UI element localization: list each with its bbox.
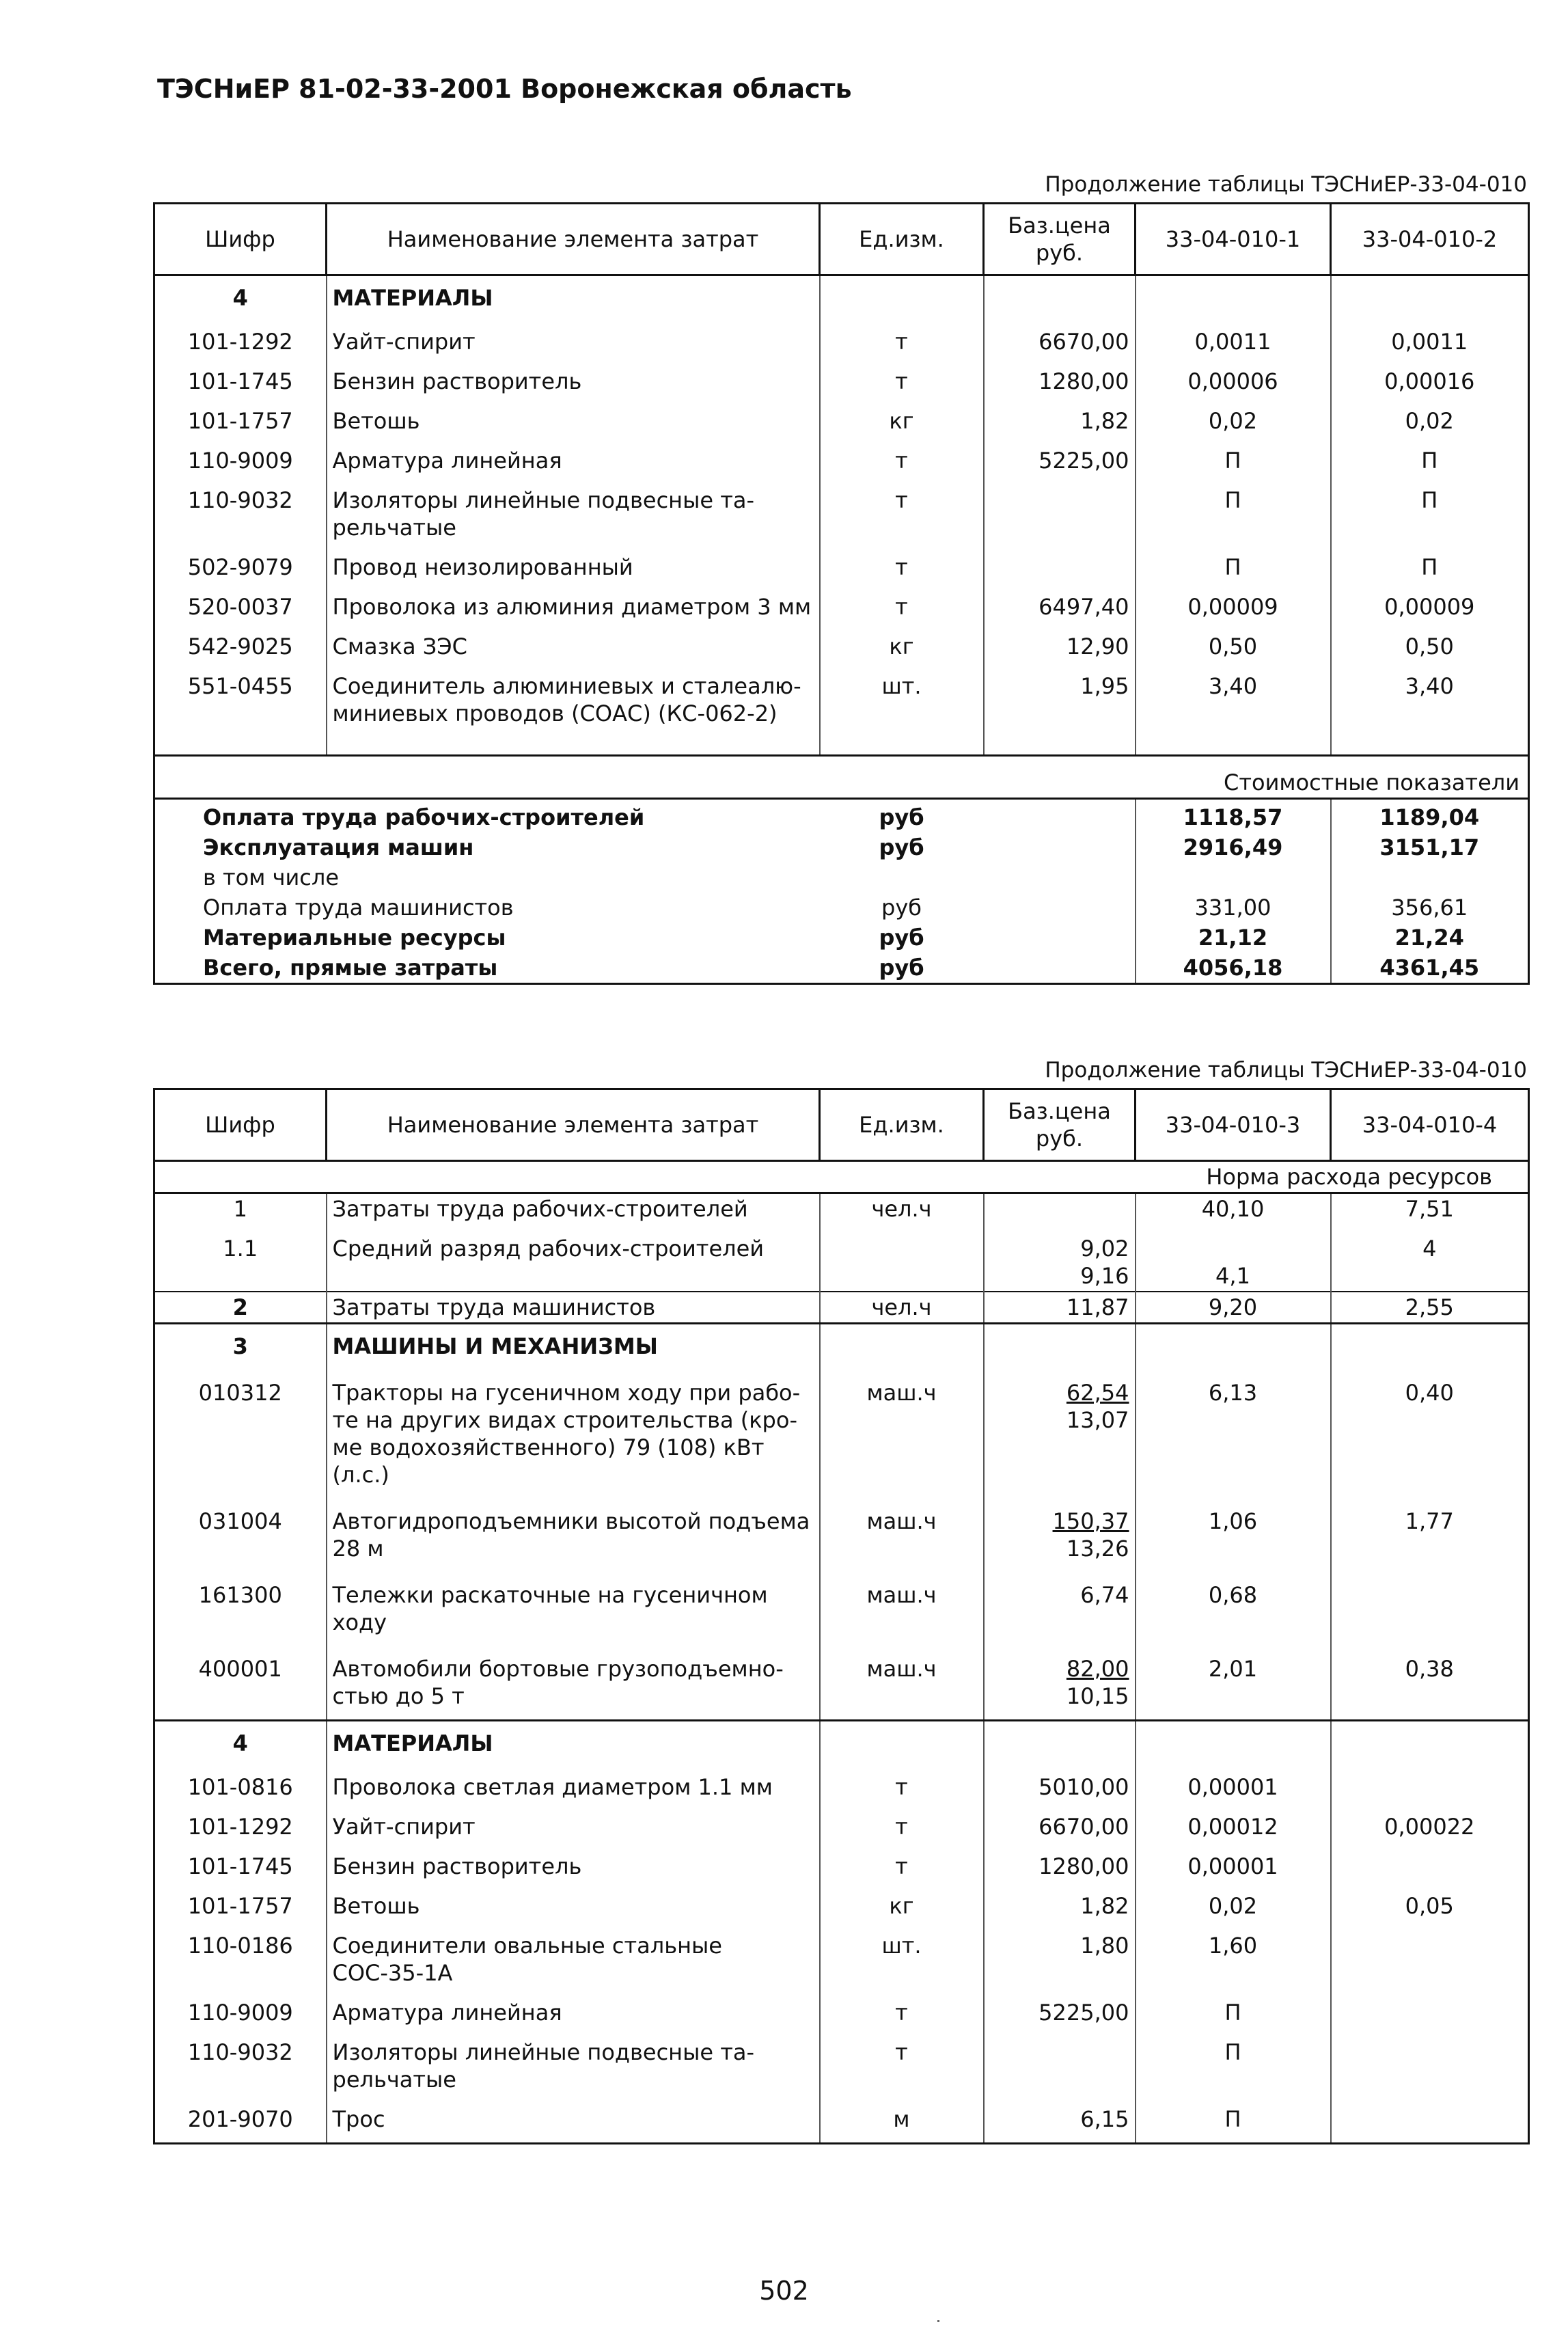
machine-row	[154, 1572, 1529, 1646]
summary-value-2: 3151,17	[1379, 834, 1480, 860]
col-010-1: 33-04-010-1	[1136, 204, 1331, 275]
summary-value-1: 1118,57	[1136, 799, 1331, 833]
row-unit: кг	[820, 1885, 984, 1925]
table-row	[154, 480, 1529, 547]
row-price: 1,82	[984, 400, 1136, 440]
section-row	[154, 1721, 1529, 1767]
summary-label: Эксплуатация машин	[203, 834, 474, 860]
summary-empty	[984, 832, 1136, 862]
row-unit: т	[820, 586, 984, 626]
summary-empty	[984, 799, 1136, 833]
summary-label: Материальные ресурсы	[203, 925, 506, 951]
row-code: 101-1757	[154, 1885, 327, 1925]
empty-cell	[984, 1721, 1136, 1767]
row-value-1: 0,00012	[1136, 1806, 1331, 1846]
cost-band	[154, 756, 1529, 799]
row-value-1: 0,0011	[1136, 321, 1331, 361]
summary-empty	[984, 953, 1136, 984]
row-value-2: П	[1421, 487, 1438, 513]
row-unit: т	[820, 547, 984, 586]
row-value-1: 0,50	[1136, 626, 1331, 666]
row-name: Автомобили бортовые грузоподъемно-стью до 5 т	[327, 1646, 820, 1721]
summary-row	[154, 893, 1529, 923]
col-name: Наименование элемента затрат	[327, 204, 820, 275]
row-name: Ветошь	[327, 1885, 820, 1925]
scan-dot	[937, 2320, 939, 2322]
row-value-1: 6,13	[1136, 1370, 1331, 1498]
row-price: 1280,00	[984, 361, 1136, 400]
summary-value-2: 356,61	[1391, 895, 1468, 921]
row-value-1: 40,10	[1136, 1193, 1331, 1225]
row-price: 12,90	[984, 626, 1136, 666]
summary-row	[154, 923, 1529, 953]
row-unit: кг	[820, 626, 984, 666]
table2-continuation: Продолжение таблицы ТЭСНиЕР-33-04-010	[1045, 1058, 1527, 1082]
section-number: 3	[154, 1324, 327, 1370]
row-name: Тележки раскаточные на гусеничном ходу	[327, 1572, 820, 1646]
col-010-3: 33-04-010-3	[1136, 1089, 1331, 1161]
row-unit: маш.ч	[820, 1498, 984, 1572]
table-row	[154, 547, 1529, 586]
row-value-2: 3,40	[1405, 673, 1454, 699]
section-title: МАТЕРИАЛЫ	[327, 275, 820, 322]
row-value-2: 0,50	[1405, 634, 1454, 659]
summary-unit: руб	[820, 799, 984, 833]
row-price	[984, 1646, 1136, 1721]
summary-unit: руб	[879, 925, 924, 951]
row-price-a: 9,02	[1080, 1236, 1129, 1262]
row-unit: шт.	[820, 1925, 984, 1992]
machine-row	[154, 1646, 1529, 1721]
row-price-a: 6,74	[1080, 1582, 1129, 1608]
col-price: Баз.цена руб.	[984, 1089, 1136, 1161]
page-number: 502	[759, 2276, 809, 2306]
row-value-1: 2,01	[1136, 1646, 1331, 1721]
table-row	[154, 1992, 1529, 2032]
col-cipher: Шифр	[154, 1089, 327, 1161]
row-value-1: 9,20	[1136, 1292, 1331, 1324]
row-value-1: П	[1136, 2032, 1331, 2099]
row-value-2: 2,55	[1405, 1294, 1454, 1320]
row-code: 101-1757	[154, 400, 327, 440]
row-value-2	[1331, 2032, 1529, 2099]
col-price: Баз.цена руб.	[984, 204, 1136, 275]
row-price: 11,87	[984, 1292, 1136, 1324]
row-value-2	[1331, 1846, 1529, 1885]
row-code: 031004	[154, 1498, 327, 1572]
machine-row	[154, 1498, 1529, 1572]
summary-label: Всего, прямые затраты	[203, 955, 498, 981]
row-code: 161300	[154, 1572, 327, 1646]
section-title: МАТЕРИАЛЫ	[327, 1721, 820, 1767]
row-code: 110-9009	[154, 440, 327, 480]
row-value-2	[1331, 2099, 1529, 2144]
row-name: Ветошь	[327, 400, 820, 440]
table-row	[154, 321, 1529, 361]
row-code: 110-9032	[154, 2032, 327, 2099]
row-name: Бензин растворитель	[327, 1846, 820, 1885]
row-value-2: 0,38	[1405, 1656, 1454, 1682]
row-value-2: 7,51	[1405, 1196, 1454, 1222]
row-name: Средний разряд рабочих-строителей	[327, 1224, 820, 1292]
page-header: ТЭСНиЕР 81-02-33-2001 Воронежская область	[157, 74, 852, 104]
row-value-1: 1,60	[1136, 1925, 1331, 1992]
row-value-1: П	[1136, 440, 1331, 480]
table2-body	[154, 1161, 1529, 2144]
section-number: 4	[154, 1721, 327, 1767]
row-name: Арматура линейная	[327, 440, 820, 480]
row-price-b: 13,26	[1066, 1536, 1129, 1562]
summary-value-1: 2916,49	[1136, 832, 1331, 862]
row-price-b: 13,07	[1066, 1407, 1129, 1433]
row-name: Арматура линейная	[327, 1992, 820, 2032]
table1	[153, 202, 1530, 985]
table-row	[154, 2099, 1529, 2144]
table-row	[154, 2032, 1529, 2099]
row-price	[984, 547, 1136, 586]
row-code: 551-0455	[154, 666, 327, 756]
row-code: 201-9070	[154, 2099, 327, 2144]
row-value-1: 0,02	[1136, 1885, 1331, 1925]
table-row	[154, 1806, 1529, 1846]
row-unit: т	[820, 1806, 984, 1846]
table2	[153, 1088, 1530, 2144]
row-value-2: 0,00022	[1384, 1814, 1475, 1840]
row-value-2: 0,05	[1405, 1893, 1454, 1919]
section-number: 4	[154, 275, 327, 322]
row-value-2	[1331, 1992, 1529, 2032]
row-price	[984, 2032, 1136, 2099]
row-name: Смазка ЗЭС	[327, 626, 820, 666]
row-value-1: П	[1136, 2099, 1331, 2144]
row-name: Тракторы на гусеничном ходу при рабо-те на других видах строительства (кро-ме водохозяйственного) 79 (108) кВт (л.с.)	[327, 1370, 820, 1498]
row-value-2: 4	[1422, 1236, 1437, 1262]
col-unit: Ед.изм.	[820, 1089, 984, 1161]
row-name: Автогидроподъемники высотой подъема 28 м	[327, 1498, 820, 1572]
table-row	[154, 1885, 1529, 1925]
row-unit: т	[820, 1992, 984, 2032]
summary-value-1: 331,00	[1136, 893, 1331, 923]
summary-unit: руб	[879, 834, 924, 860]
row-value-2	[1331, 1925, 1529, 1992]
row-code: 101-1292	[154, 1806, 327, 1846]
summary-label: Оплата труда рабочих-строителей	[154, 799, 820, 833]
row-value-2	[1331, 1767, 1529, 1806]
row-unit: маш.ч	[820, 1572, 984, 1646]
table-row	[154, 1925, 1529, 1992]
row-price: 6,15	[984, 2099, 1136, 2144]
row-price-b: 9,16	[1080, 1263, 1129, 1289]
row-price: 5225,00	[984, 1992, 1136, 2032]
summary-value-1: 21,12	[1136, 923, 1331, 953]
row-unit: т	[820, 1767, 984, 1806]
row-unit: шт.	[820, 666, 984, 756]
row-unit: т	[820, 2032, 984, 2099]
row-unit: чел.ч	[820, 1193, 984, 1225]
row-price-a: 82,00	[1066, 1656, 1129, 1682]
empty-cell	[820, 1721, 984, 1767]
row-code: 101-1292	[154, 321, 327, 361]
col-010-4: 33-04-010-4	[1331, 1089, 1529, 1161]
summary-value-2: 1189,04	[1331, 799, 1529, 833]
row-value-1: 0,00001	[1136, 1846, 1331, 1885]
row-price	[984, 1193, 1136, 1225]
row-price	[984, 1370, 1136, 1498]
row-unit: т	[820, 361, 984, 400]
table-row	[154, 400, 1529, 440]
row-code: 101-1745	[154, 361, 327, 400]
row-name: Проволока из алюминия диаметром 3 мм	[327, 586, 820, 626]
row-value-2: 0,0011	[1391, 329, 1468, 355]
row-name: Бензин растворитель	[327, 361, 820, 400]
row-code: 502-9079	[154, 547, 327, 586]
row-name: Соединитель алюминиевых и сталеалю-миниевых проводов (СОАС) (КС-062-2)	[327, 666, 820, 756]
row-unit: маш.ч	[820, 1370, 984, 1498]
row-price-b: 10,15	[1066, 1683, 1129, 1709]
row-code: 520-0037	[154, 586, 327, 626]
empty-cell	[1136, 1721, 1331, 1767]
row-code: 010312	[154, 1370, 327, 1498]
row-price-a: 150,37	[1052, 1508, 1129, 1534]
norm-band: Норма расхода ресурсов	[154, 1161, 1529, 1193]
table1-body	[154, 275, 1529, 984]
row-value-1: П	[1136, 1992, 1331, 2032]
table-row	[154, 440, 1529, 480]
row-unit: т	[820, 321, 984, 361]
summary-value-1: 4056,18	[1136, 953, 1331, 984]
row-unit: т	[820, 480, 984, 547]
row-value-1: 0,02	[1136, 400, 1331, 440]
row-price: 1280,00	[984, 1846, 1136, 1885]
row-value-1: 3,40	[1136, 666, 1331, 756]
summary-value-2: 4361,45	[1379, 955, 1480, 981]
row-code: 101-0816	[154, 1767, 327, 1806]
summary-value-1	[1136, 862, 1331, 893]
row-price	[984, 1572, 1136, 1646]
summary-unit: руб	[881, 895, 922, 921]
row-price: 6497,40	[984, 586, 1136, 626]
row-price: 1,80	[984, 1925, 1136, 1992]
row-value-2: 0,00009	[1384, 594, 1475, 620]
row-value-2: 0,00016	[1384, 368, 1475, 394]
row-value-1: 0,68	[1136, 1572, 1331, 1646]
row-code: 110-9032	[154, 480, 327, 547]
row-value-1: П	[1136, 547, 1331, 586]
row-name: Уайт-спирит	[327, 1806, 820, 1846]
row-code: 1	[154, 1193, 327, 1225]
summary-value-2: 21,24	[1394, 925, 1464, 951]
table-row	[154, 626, 1529, 666]
row-value-1: П	[1136, 480, 1331, 547]
row-unit: маш.ч	[820, 1646, 984, 1721]
row-price-a: 62,54	[1066, 1380, 1129, 1406]
row-unit: т	[820, 440, 984, 480]
col-name: Наименование элемента затрат	[327, 1089, 820, 1161]
row-value-2: 0,40	[1405, 1380, 1454, 1406]
summary-row	[154, 862, 1529, 893]
row-price: 1,82	[984, 1885, 1136, 1925]
empty-cell	[1331, 1721, 1529, 1767]
machine-row	[154, 1370, 1529, 1498]
row-name: Уайт-спирит	[327, 321, 820, 361]
row-code: 2	[154, 1292, 327, 1324]
row-unit: т	[820, 1846, 984, 1885]
summary-unit: руб	[879, 955, 924, 981]
summary-label: Оплата труда машинистов	[203, 895, 514, 921]
table-row	[154, 666, 1529, 756]
row-price	[984, 1498, 1136, 1572]
row-code: 110-0186	[154, 1925, 327, 1992]
col-cipher: Шифр	[154, 204, 327, 275]
row-value-2	[1331, 1572, 1529, 1646]
row-name: Соединители овальные стальные СОС-35-1А	[327, 1925, 820, 1992]
table-row	[154, 1846, 1529, 1885]
row-code: 542-9025	[154, 626, 327, 666]
cost-band-label: Стоимостные показатели	[154, 756, 1529, 799]
row-price: 5225,00	[984, 440, 1136, 480]
summary-empty	[984, 862, 1136, 893]
row-code: 1.1	[154, 1224, 327, 1292]
row-value-1: 0,00006	[1136, 361, 1331, 400]
col-unit: Ед.изм.	[820, 204, 984, 275]
summary-value-2	[1331, 862, 1529, 893]
row-value-1: 0,00009	[1136, 586, 1331, 626]
row-price: 6670,00	[984, 1806, 1136, 1846]
table-row	[154, 361, 1529, 400]
summary-empty	[984, 893, 1136, 923]
row-name: Затраты труда рабочих-строителей	[327, 1193, 820, 1225]
row-price	[984, 480, 1136, 547]
row-name: Изоляторы линейные подвесные та-рельчатые	[327, 2032, 820, 2099]
row-price: 1,95	[984, 666, 1136, 756]
row-unit: чел.ч	[820, 1292, 984, 1324]
row-code: 400001	[154, 1646, 327, 1721]
row-price: 5010,00	[984, 1767, 1136, 1806]
summary-row	[154, 832, 1529, 862]
table-row	[154, 1767, 1529, 1806]
table-row	[154, 586, 1529, 626]
row-value-2: 1,77	[1405, 1508, 1454, 1534]
row-name: Изоляторы линейные подвесные та-рельчатые	[327, 480, 820, 547]
col-010-2: 33-04-010-2	[1331, 204, 1529, 275]
row-code: 110-9009	[154, 1992, 327, 2032]
row-value-1: 1,06	[1136, 1498, 1331, 1572]
section-title: МАШИНЫ И МЕХАНИЗМЫ	[327, 1324, 820, 1370]
summary-row	[154, 799, 1529, 833]
row-value-1: 0,00001	[1136, 1767, 1331, 1806]
table1-continuation: Продолжение таблицы ТЭСНиЕР-33-04-010	[1045, 172, 1527, 197]
row-name: Провод неизолированный	[327, 547, 820, 586]
row-price: 6670,00	[984, 321, 1136, 361]
row-name: Трос	[327, 2099, 820, 2144]
summary-row	[154, 953, 1529, 984]
summary-unit	[820, 862, 984, 893]
row-name: Проволока светлая диаметром 1.1 мм	[327, 1767, 820, 1806]
row-value-2: П	[1421, 448, 1438, 474]
row-unit: кг	[820, 400, 984, 440]
row-code: 101-1745	[154, 1846, 327, 1885]
summary-empty	[984, 923, 1136, 953]
row-unit: м	[820, 2099, 984, 2144]
row-value-1: 4,1	[1136, 1224, 1331, 1292]
summary-label: в том числе	[203, 864, 339, 890]
row-name: Затраты труда машинистов	[327, 1292, 820, 1324]
row-value-2: П	[1421, 554, 1438, 580]
row-value-2: 0,02	[1405, 408, 1454, 434]
